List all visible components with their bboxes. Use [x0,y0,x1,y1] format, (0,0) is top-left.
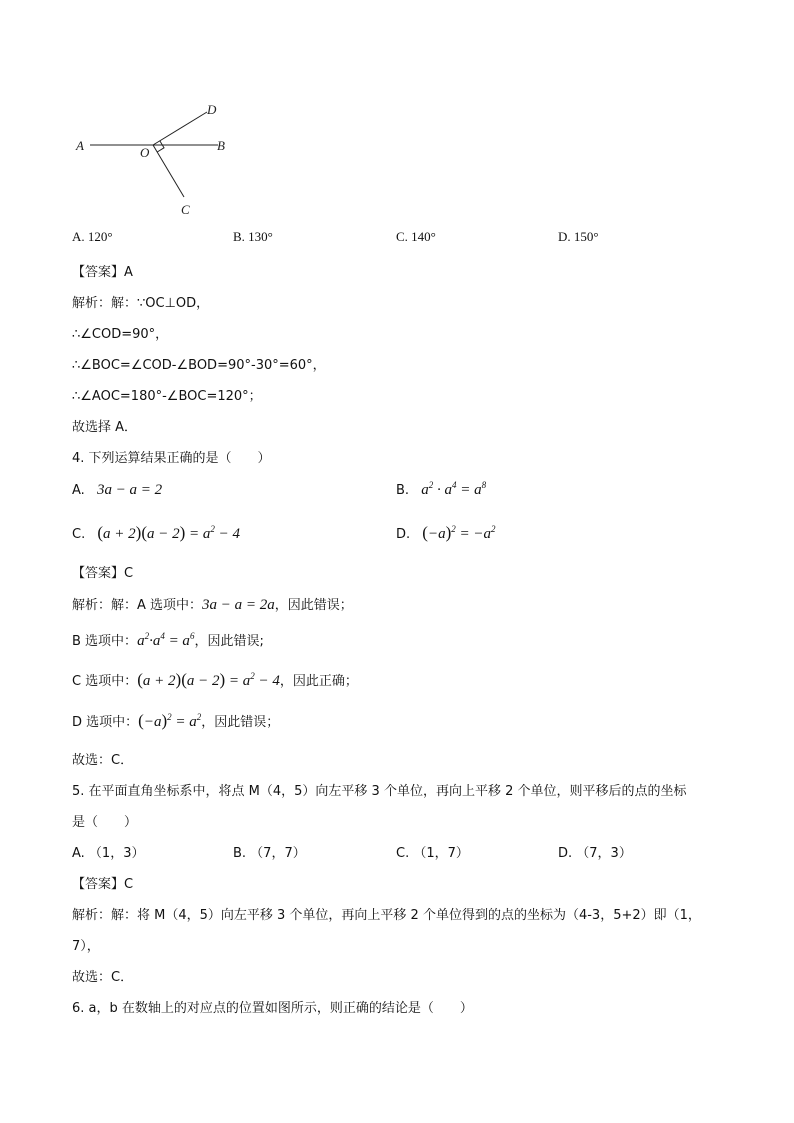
q4-option-d-label: D. [396,527,411,542]
q3-option-c: C. 140° [396,229,436,244]
q4-solution-d-prefix: D 选项中： [72,715,139,730]
q4-option-a-label: A. [72,483,85,498]
q3-solution-line: 解析：解：∵OC⊥OD， [72,296,210,311]
angle-figure [70,95,250,225]
label-d: D [207,102,217,117]
q4-option-a-formula: 3a − a = 2 [96,482,163,498]
q4-solution-c-suffix: ，因此正确； [279,674,358,689]
q4-conclusion: 故选：C． [72,753,134,768]
q5-option-c: C. （1，7） [396,846,469,861]
label-a: A [76,138,84,153]
q4-solution-b-formula: $a^2\cdot a^4 = a^6$ [137,631,195,649]
q5-answer: 【答案】C [72,877,134,892]
q4-solution-b-prefix: B 选项中： [72,634,138,649]
ray-oc [153,145,184,197]
q3-solution-line: ∴∠AOC=180°-∠BOC=120°； [72,389,262,404]
q3-conclusion: 故选择 A． [72,420,138,435]
q5-option-d: D. （7，3） [558,846,632,861]
q5-conclusion: 故选：C． [72,970,134,985]
q5-option-a: A. （1，3） [72,846,145,861]
q4-option-d-formula: $(-a)^2 = -a^2$ [422,523,496,542]
q4-stem: 4. 下列运算结果正确的是（ ） [72,451,271,466]
ray-od [153,112,207,145]
q4-solution-d-suffix: ，因此错误； [201,715,280,730]
q4-solution-a-suffix: ，因此错误； [274,598,353,613]
q3-option-a: A. 120° [72,229,113,244]
q4-option-b [396,482,486,499]
q4-answer: 【答案】C [72,566,134,581]
q4-solution-a-formula: 3a − a = 2a [202,597,275,613]
q4-option-c [72,523,240,543]
q4-solution-c-formula: $(a + 2)(a - 2) = a^2 - 4$ [137,670,280,689]
right-angle-mark [157,141,164,152]
q5-solution-line: 解析：解：将 M（4，5）向左平移 3 个单位，再向上平移 2 个单位得到的点的坐标为（4-3，5+2）即（1， [72,908,701,923]
q4-solution-b-suffix: ，因此错误; [194,634,264,649]
q4-solution-d [72,711,279,731]
q3-answer: 【答案】A [72,265,133,280]
q3-solution-line: ∴∠COD=90°， [72,327,169,342]
q5-solution-line: 7）， [72,939,100,954]
q4-solution-d-formula: $(-a)^2 = a^2$ [138,711,202,730]
q5-stem-line: 5. 在平面直角坐标系中，将点 M（4，5）向左平移 3 个单位，再向上平移 2 个单位，则平移后的点的坐标 [72,784,687,799]
q4-solution-c-prefix: C 选项中： [72,674,138,689]
label-o: O [140,145,150,160]
q4-option-d [396,523,496,543]
q4-option-c-label: C. [72,527,86,542]
q6-stem: 6. a，b 在数轴上的对应点的位置如图所示，则正确的结论是（ ） [72,1001,473,1016]
q4-solution-b [72,630,264,650]
q4-solution-a-prefix: 解析：解：A 选项中： [72,598,203,613]
q3-option-b: B. 130° [233,229,273,244]
q4-option-a [72,482,162,499]
q4-option-b-formula: $a^2 \cdot a^4 = a^8$ [421,480,487,498]
q3-solution-line: ∴∠BOC=∠COD-∠BOD=90°-30°=60°， [72,358,326,373]
q4-option-b-label: B. [396,483,410,498]
q3-option-d: D. 150° [558,229,599,244]
q4-solution-c [72,670,358,690]
q4-option-c-formula: $(a + 2)(a - 2) = a^2 - 4$ [97,523,241,542]
q5-stem-line: 是（ ） [72,815,138,830]
q4-solution-a [72,594,353,614]
label-c: C [181,202,190,217]
q5-option-b: B. （7，7） [233,846,306,861]
label-b: B [217,138,225,153]
